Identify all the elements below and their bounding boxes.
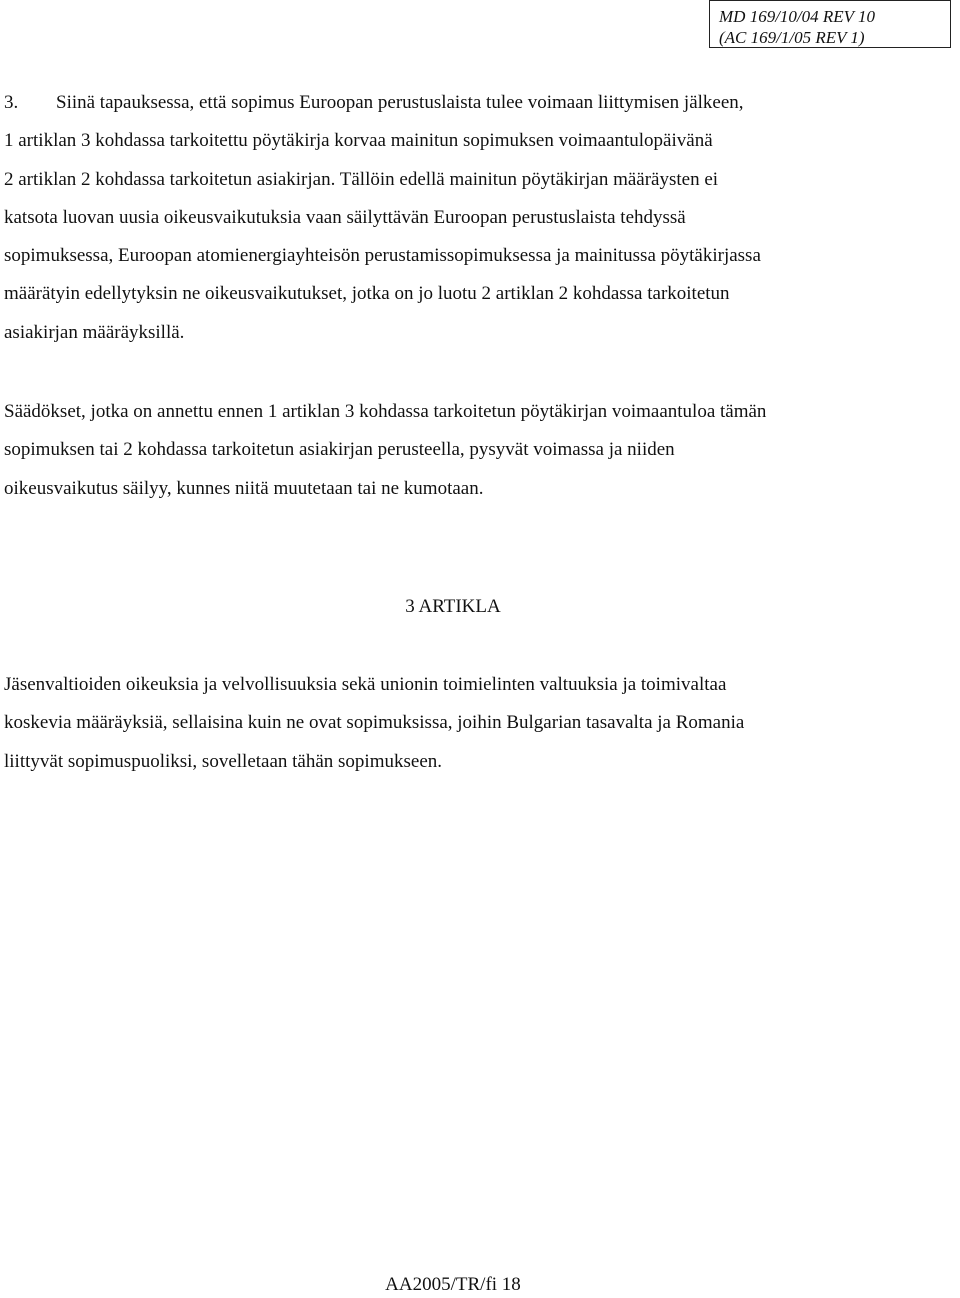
paragraph-line: määrätyin edellytyksin ne oikeusvaikutukset, jotka on jo luotu 2 artiklan 2 kohdassa tarkoitetun bbox=[4, 283, 730, 305]
paragraph-line: Jäsenvaltioiden oikeuksia ja velvollisuuksia sekä unionin toimielinten valtuuksia ja toimivaltaa bbox=[4, 674, 727, 695]
paragraph-line: oikeusvaikutus säilyy, kunnes niitä muutetaan tai ne kumotaan. bbox=[4, 477, 484, 499]
paragraph-number: 3. bbox=[4, 92, 19, 113]
paragraph-3 bbox=[4, 84, 954, 352]
paragraph-line: Säädökset, jotka on annettu ennen 1 artiklan 3 kohdassa tarkoitetun pöytäkirjan voimaantuloa tämän bbox=[4, 401, 767, 422]
page-footer: AA2005/TR/fi 18 bbox=[385, 1274, 521, 1295]
paragraph-line: asiakirjan määräyksillä. bbox=[4, 321, 185, 343]
document-reference-box bbox=[709, 0, 951, 48]
paragraph-line bbox=[4, 84, 954, 122]
reference-line-1: MD 169/10/04 REV 10 bbox=[719, 7, 875, 26]
paragraph-text: Siinä tapauksessa, että sopimus Euroopan perustuslaista tulee voimaan liittymisen jälkeen, bbox=[56, 92, 744, 113]
paragraph-acts bbox=[4, 393, 954, 508]
paragraph-line: 2 artiklan 2 kohdassa tarkoitetun asiakirjan. Tällöin edellä mainitun pöytäkirjan määräysten ei bbox=[4, 168, 719, 190]
paragraph-line: katsota luovan uusia oikeusvaikutuksia vaan säilyttävän Euroopan perustuslaista tehdyssä bbox=[4, 206, 686, 228]
paragraph-line: sopimuksessa, Euroopan atomienergiayhteisön perustamissopimuksessa ja mainitussa pöytäkirjassa bbox=[4, 245, 761, 267]
paragraph-line: 1 artiklan 3 kohdassa tarkoitettu pöytäkirja korvaa mainitun sopimuksen voimaantulopäivänä bbox=[4, 130, 713, 152]
article-heading: 3 ARTIKLA bbox=[405, 596, 501, 617]
paragraph-article-3 bbox=[4, 666, 954, 781]
paragraph-line: koskevia määräyksiä, sellaisina kuin ne ovat sopimuksissa, joihin Bulgarian tasavalta ja Romania bbox=[4, 712, 745, 734]
paragraph-line: sopimuksen tai 2 kohdassa tarkoitetun asiakirjan perusteella, pysyvät voimassa ja niiden bbox=[4, 439, 675, 461]
reference-line-2: (AC 169/1/05 REV 1) bbox=[719, 28, 865, 47]
paragraph-line: liittyvät sopimuspuoliksi, sovelletaan tähän sopimukseen. bbox=[4, 750, 443, 772]
